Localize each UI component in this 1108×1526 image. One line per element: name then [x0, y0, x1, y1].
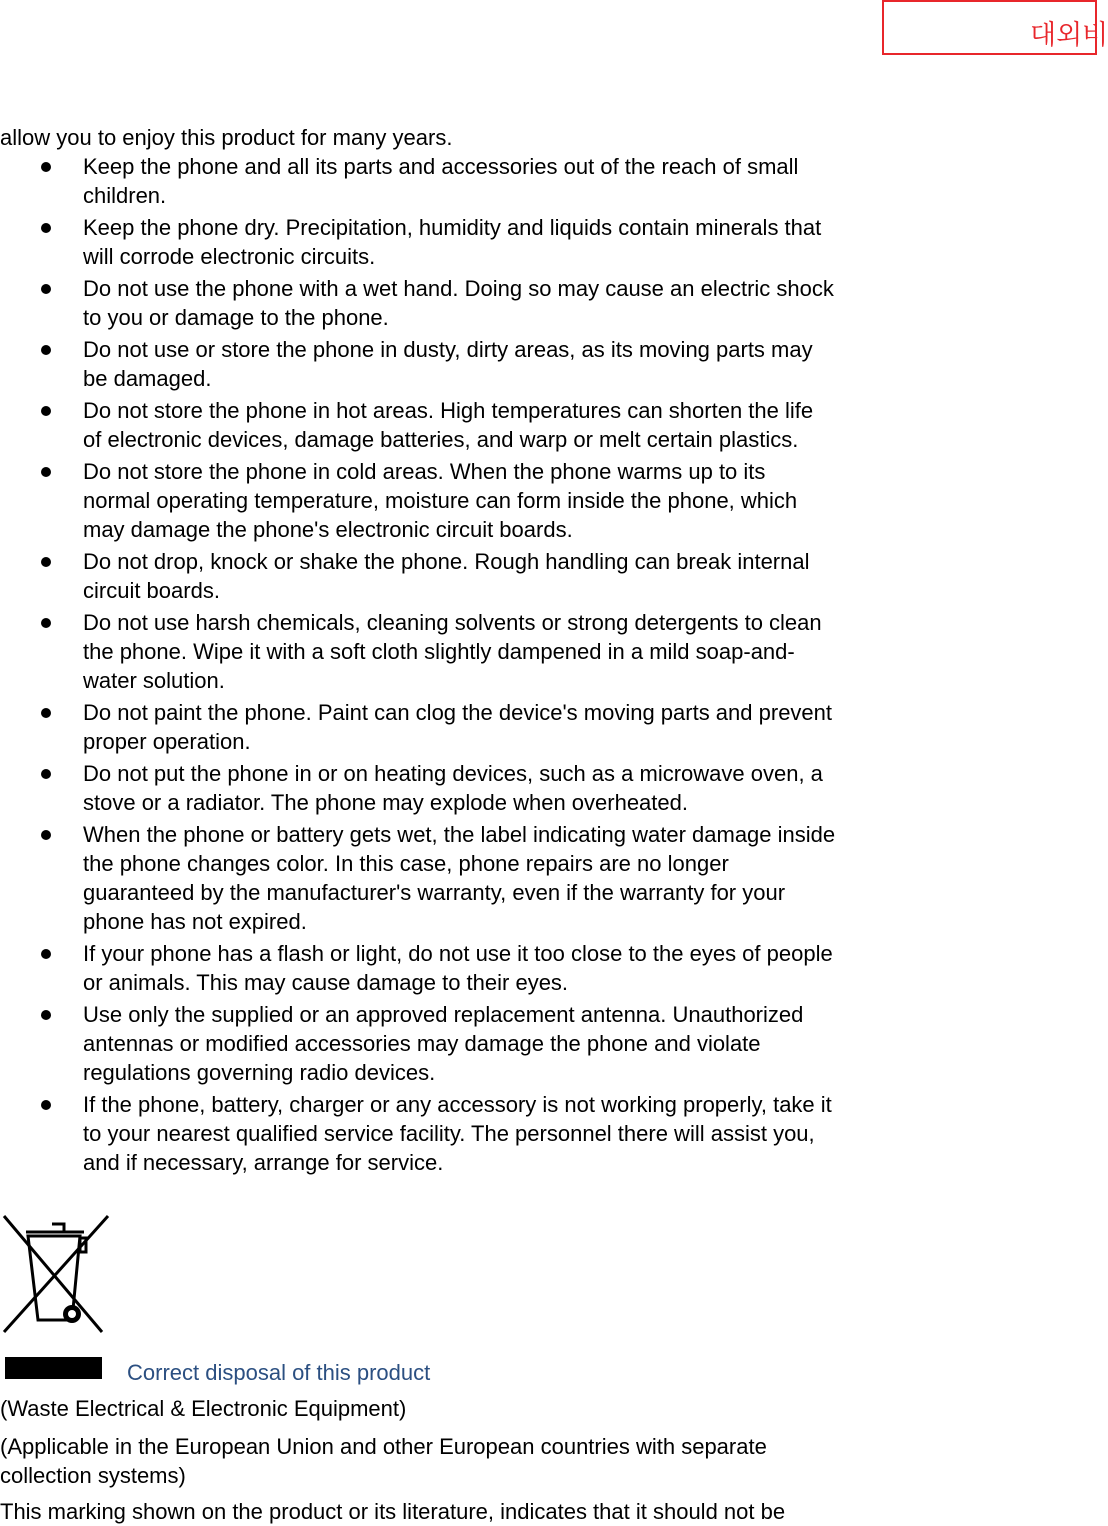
list-item: [0, 820, 950, 936]
bullet-icon: [41, 949, 51, 959]
disposal-body: This marking shown on the product or its literature, indicates that it should not be: [0, 1499, 786, 1524]
list-item: [0, 335, 950, 393]
list-item-line: children.: [83, 183, 167, 208]
applicability-line: (Applicable in the European Union and other European countries with separate: [0, 1434, 767, 1459]
list-item-line: Use only the supplied or an approved replacement antenna. Unauthorized: [83, 1002, 804, 1027]
bullet-icon: [41, 1010, 51, 1020]
list-item: [0, 1000, 950, 1087]
list-item-line: may damage the phone's electronic circuit boards.: [83, 517, 573, 542]
list-item: [0, 213, 950, 271]
list-item-line: Do not use harsh chemicals, cleaning solvents or strong detergents to clean: [83, 610, 822, 635]
list-item-line: stove or a radiator. The phone may explode when overheated.: [83, 790, 688, 815]
list-item-line: Do not store the phone in hot areas. High temperatures can shorten the life: [83, 398, 814, 423]
list-item-line: Do not put the phone in or on heating devices, such as a microwave oven, a: [83, 761, 823, 786]
list-item-line: will corrode electronic circuits.: [83, 244, 376, 269]
disposal-subtitle: (Waste Electrical & Electronic Equipment): [0, 1396, 407, 1421]
bullet-icon: [41, 830, 51, 840]
intro-text: allow you to enjoy this product for many years.: [0, 125, 453, 150]
list-item: [0, 1090, 950, 1177]
bullet-icon: [41, 345, 51, 355]
list-item: [0, 457, 950, 544]
list-item-line: Do not use or store the phone in dusty, dirty areas, as its moving parts may: [83, 337, 813, 362]
list-item-line: If your phone has a flash or light, do not use it too close to the eyes of people: [83, 941, 833, 966]
list-item-line: of electronic devices, damage batteries, and warp or melt certain plastics.: [83, 427, 799, 452]
bullet-icon: [41, 1100, 51, 1110]
bullet-icon: [41, 406, 51, 416]
confidential-stamp: [882, 0, 1108, 55]
list-item: [0, 608, 950, 695]
list-item-line: to you or damage to the phone.: [83, 305, 389, 330]
list-item-line: antennas or modified accessories may damage the phone and violate: [83, 1031, 761, 1056]
list-item-line: to your nearest qualified service facility. The personnel there will assist you,: [83, 1121, 815, 1146]
list-item-line: Keep the phone dry. Precipitation, humidity and liquids contain minerals that: [83, 215, 822, 240]
care-instructions-list: [0, 152, 950, 1180]
list-item-line: normal operating temperature, moisture can form inside the phone, which: [83, 488, 798, 513]
list-item-line: regulations governing radio devices.: [83, 1060, 436, 1085]
list-item-line: Do not paint the phone. Paint can clog the device's moving parts and prevent: [83, 700, 833, 725]
list-item: [0, 939, 950, 997]
list-item-line: water solution.: [83, 668, 225, 693]
bin-lid: [26, 1224, 84, 1232]
list-item-line: When the phone or battery gets wet, the label indicating water damage inside: [83, 822, 836, 847]
bullet-icon: [41, 284, 51, 294]
list-item-line: circuit boards.: [83, 578, 220, 603]
list-item-line: the phone. Wipe it with a soft cloth slightly dampened in a mild soap-and-: [83, 639, 795, 664]
list-item: [0, 759, 950, 817]
list-item-line: or animals. This may cause damage to their eyes.: [83, 970, 569, 995]
list-item-line: proper operation.: [83, 729, 251, 754]
disposal-heading: Correct disposal of this product: [127, 1360, 431, 1385]
list-item-line: and if necessary, arrange for service.: [83, 1150, 444, 1175]
list-item-line: the phone changes color. In this case, phone repairs are no longer: [83, 851, 729, 876]
applicability-line: collection systems): [0, 1463, 186, 1488]
bullet-icon: [41, 708, 51, 718]
list-item: [0, 396, 950, 454]
separate-collection-bar: [5, 1357, 102, 1379]
list-item: [0, 274, 950, 332]
stamp-text: 대외비: [1030, 20, 1108, 51]
disposal-applicability: [0, 1432, 900, 1490]
list-item: [0, 547, 950, 605]
bullet-icon: [41, 162, 51, 172]
bullet-icon: [41, 769, 51, 779]
list-item-line: be damaged.: [83, 366, 212, 391]
list-item-line: phone has not expired.: [83, 909, 307, 934]
list-item-line: guaranteed by the manufacturer's warranty, even if the warranty for your: [83, 880, 786, 905]
bullet-icon: [41, 223, 51, 233]
list-item-line: Do not use the phone with a wet hand. Doing so may cause an electric shock: [83, 276, 834, 301]
list-item-line: If the phone, battery, charger or any accessory is not working properly, take it: [83, 1092, 832, 1117]
list-item: [0, 698, 950, 756]
bullet-icon: [41, 557, 51, 567]
list-item: [0, 152, 950, 210]
list-item-line: Do not drop, knock or shake the phone. Rough handling can break internal: [83, 549, 810, 574]
crossed-out-wheelie-bin-icon: [0, 1212, 112, 1337]
list-item-line: Keep the phone and all its parts and accessories out of the reach of small: [83, 154, 799, 179]
bullet-icon: [41, 618, 51, 628]
bullet-icon: [41, 467, 51, 477]
list-item-line: Do not store the phone in cold areas. When the phone warms up to its: [83, 459, 766, 484]
